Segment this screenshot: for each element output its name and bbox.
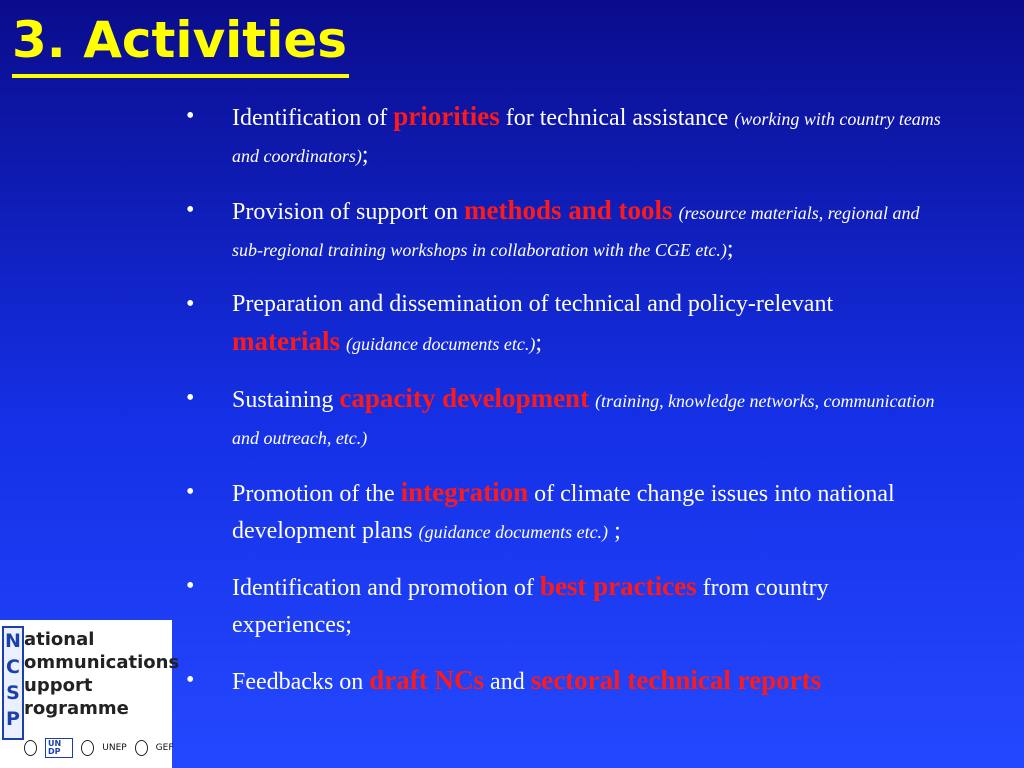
ncsp-logo <box>0 620 180 768</box>
bullet-dot: • <box>186 573 195 599</box>
logo-letter: P <box>6 708 20 730</box>
bullet-text: for technical assistance <box>499 105 735 131</box>
bullet-text: of climate change issues into national development plans <box>232 481 895 544</box>
bullet-text: Preparation and dissemination of technical and policy-relevant <box>232 291 834 317</box>
bullet-item <box>186 474 946 550</box>
un-emblem-icon <box>24 740 37 756</box>
slide-title: 3. Activities <box>12 6 349 78</box>
bullet-item <box>186 286 946 362</box>
bullet-text: Promotion of the <box>232 481 401 507</box>
gef-emblem-icon <box>135 740 148 756</box>
bullet-dot: • <box>186 291 195 317</box>
bullet-text: Identification and promotion of <box>232 575 540 601</box>
bullet-dot: • <box>186 197 195 223</box>
bullet-text: ; <box>726 236 734 262</box>
logo-word: upport <box>24 675 93 696</box>
logo-acronym-column <box>2 626 24 740</box>
bullet-item <box>186 662 946 701</box>
bullet-dot: • <box>186 385 195 411</box>
logo-word: ommunications <box>24 652 180 673</box>
highlight-term: materials <box>232 326 340 356</box>
highlight-term: integration <box>400 477 529 507</box>
bullet-text: from country experiences; <box>232 575 829 638</box>
highlight-term: sectoral technical reports <box>530 665 822 695</box>
bullet-dot: • <box>186 103 195 129</box>
unep-emblem-icon <box>81 740 94 756</box>
bullet-text: Identification of <box>232 105 394 131</box>
highlight-term: best practices <box>539 571 697 601</box>
note-text: (resource materials, regional and sub-regional training workshops in collaboration with the CGE etc.) <box>232 203 920 260</box>
note-text: (guidance documents etc.) <box>418 522 609 542</box>
bullet-item <box>186 568 946 644</box>
note-text: (training, knowledge networks, communication and outreach, etc.) <box>232 391 935 448</box>
logo-letter: S <box>6 682 20 704</box>
bullet-text: and <box>484 669 531 695</box>
bullet-text: Provision of support on <box>232 199 465 225</box>
note-text: (guidance documents etc.) <box>345 334 536 354</box>
logo-word: rogramme <box>24 698 129 719</box>
highlight-term: draft NCs <box>369 665 485 695</box>
logo-partner-strip <box>24 738 173 758</box>
logo-wordmark <box>24 628 179 720</box>
bullet-text: Sustaining <box>232 387 340 413</box>
bullet-item <box>186 192 946 268</box>
highlight-term: methods and tools <box>464 195 673 225</box>
bullet-dot: • <box>186 667 195 693</box>
undp-logo: UN DP <box>45 738 73 758</box>
logo-word: ational <box>24 629 95 650</box>
note-text: (working with country teams and coordinators) <box>232 109 941 166</box>
logo-letter: N <box>5 630 21 652</box>
unep-label: UNEP <box>102 743 127 753</box>
bullet-list <box>186 98 946 719</box>
bullet-item <box>186 98 946 174</box>
bullet-text: ; <box>535 330 543 356</box>
bullet-text: ; <box>608 518 621 544</box>
highlight-term: priorities <box>393 101 500 131</box>
bullet-dot: • <box>186 479 195 505</box>
bullet-item <box>186 380 946 456</box>
bullet-text: ; <box>361 142 369 168</box>
bullet-text: Feedbacks on <box>232 669 370 695</box>
highlight-term: capacity development <box>339 383 590 413</box>
logo-letter: C <box>6 656 20 678</box>
gef-label: GEF <box>155 743 174 753</box>
